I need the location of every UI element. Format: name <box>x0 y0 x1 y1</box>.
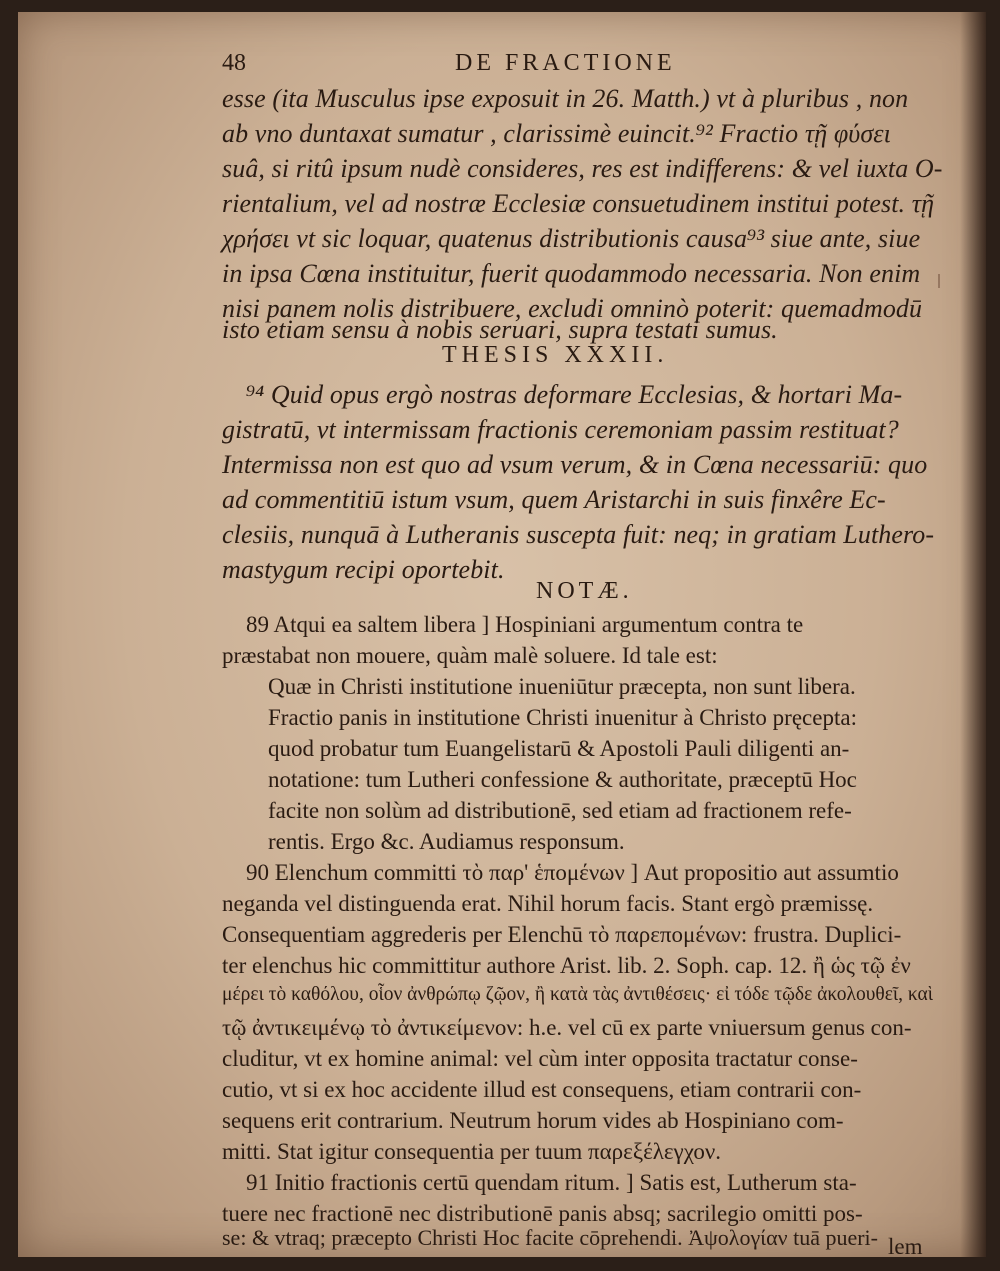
note-line-3: Quæ in Christi institutione inueniūtur præcepta, non sunt libera. <box>268 674 856 699</box>
note-line-20: tuere nec fractionē nec distributionē panis absq; sacrilegio omitti pos- <box>222 1201 863 1226</box>
thesis-line-2: gistratū, vt intermissam fractionis ceremoniam passim restituat? <box>222 415 899 444</box>
page-text <box>18 12 986 1257</box>
thesis-line-5: clesiis, nunquā à Lutheranis suscepta fuit: neq; in gratiam Luthero- <box>222 520 935 549</box>
note-line-12: ter elenchus hic committitur authore Arist. lib. 2. Soph. cap. 12. ἢ ὡς τῷ ἐν <box>222 953 911 978</box>
body-line-8: isto etiam sensu à nobis seruari, supra testati sumus. <box>222 315 778 344</box>
note-line-13: μέρει τὸ καθόλου, οἷον ἀνθρώπῳ ζῷον, ἢ κατὰ τὰς ἀντιθέσεις· εἰ τόδε τῷδε ἀκολουθεῖ, καὶ <box>222 984 934 1005</box>
thesis-line-4: ad commentitiū istum vsum, quem Aristarchi in suis finxêre Ec- <box>222 485 886 514</box>
body-line-1: esse (ita Musculus ipse exposuit in 26. Matth.) vt à pluribus , non <box>222 84 909 113</box>
note-line-4: Fractio panis in institutione Christi inuenitur à Christo pręcepta: <box>268 705 857 730</box>
body-line-3: suâ, si ritû ipsum nudè consideres, res est indifferens: & vel iuxta O- <box>222 154 943 183</box>
note-line-15: cluditur, vt ex homine animal: vel cùm inter opposita tractatur conse- <box>222 1046 858 1071</box>
body-line-7: nisi panem nolis distribuere, excludi omninò poterit: quemadmodū <box>222 294 923 323</box>
note-line-22: lem <box>888 1234 923 1257</box>
body-line-4: rientalium, vel ad nostræ Ecclesiæ consuetudinem institui potest. τῇ <box>222 189 935 218</box>
thesis-line-3: Intermissa non est quo ad vsum verum, & in Cœna necessariū: quo <box>222 450 928 479</box>
notae-heading: NOTÆ. <box>536 578 633 604</box>
note-line-9: 90 Elenchum committi τὸ παρ' ἑπομένων ] Aut propositio aut assumtio <box>246 860 899 885</box>
note-line-17: sequens erit contrarium. Neutrum horum vides ab Hospiniano com- <box>222 1108 844 1133</box>
body-line-2: ab vno duntaxat sumatur , clarissimè euincit.⁹² Fractio τῇ φύσει <box>222 119 891 148</box>
running-title: DE FRACTIONE <box>455 50 676 76</box>
page-number: 48 <box>222 50 246 76</box>
note-line-18: mitti. Stat igitur consequentia per tuum παρεξέλεγχον. <box>222 1139 722 1164</box>
note-line-8: rentis. Ergo &c. Audiamus responsum. <box>268 829 625 854</box>
margin-mark <box>938 274 940 288</box>
thesis-line-6: mastygum recipi oportebit. <box>222 555 505 584</box>
note-line-6: notatione: tum Lutheri confessione & authoritate, præceptū Hoc <box>268 767 857 792</box>
note-line-7: facite non solùm ad distributionē, sed etiam ad fractionem refe- <box>268 798 852 823</box>
note-line-16: cutio, vt si ex hoc accidente illud est consequens, etiam contrarii con- <box>222 1077 862 1102</box>
note-line-10: neganda vel distinguenda erat. Nihil horum facis. Stant ergò præmissę. <box>222 891 874 916</box>
note-line-11: Consequentiam aggrederis per Elenchū τὸ παρεπομένων: frustra. Duplici- <box>222 922 902 947</box>
note-line-1: 89 Atqui ea saltem libera ] Hospiniani argumentum contra te <box>246 612 804 637</box>
note-line-21: se: & vtraq; præcepto Christi Hoc facite cōprehendi. Ἀψολογίαν tuā pueri- <box>222 1225 878 1250</box>
body-line-6: in ipsa Cœna instituitur, fuerit quodammodo necessaria. Non enim <box>222 259 921 288</box>
note-line-14: τῷ ἀντικειμένῳ τὸ ἀντικείμενον: h.e. vel cū ex parte vniuersum genus con- <box>222 1015 912 1040</box>
body-line-5: χρήσει vt sic loquar, quatenus distributionis causa⁹³ siue ante, siue <box>222 224 921 253</box>
thesis-heading: THESIS XXXII. <box>442 342 669 368</box>
thesis-line-1: ⁹⁴ Quid opus ergò nostras deformare Ecclesias, & hortari Ma- <box>246 380 903 409</box>
paper-page <box>18 12 986 1257</box>
note-line-19: 91 Initio fractionis certū quendam ritum. ] Satis est, Lutherum sta- <box>246 1170 857 1195</box>
note-line-2: præstabat non mouere, quàm malè soluere. Id tale est: <box>222 643 718 668</box>
note-line-5: quod probatur tum Euangelistarū & Apostoli Pauli diligenti an- <box>268 736 850 761</box>
